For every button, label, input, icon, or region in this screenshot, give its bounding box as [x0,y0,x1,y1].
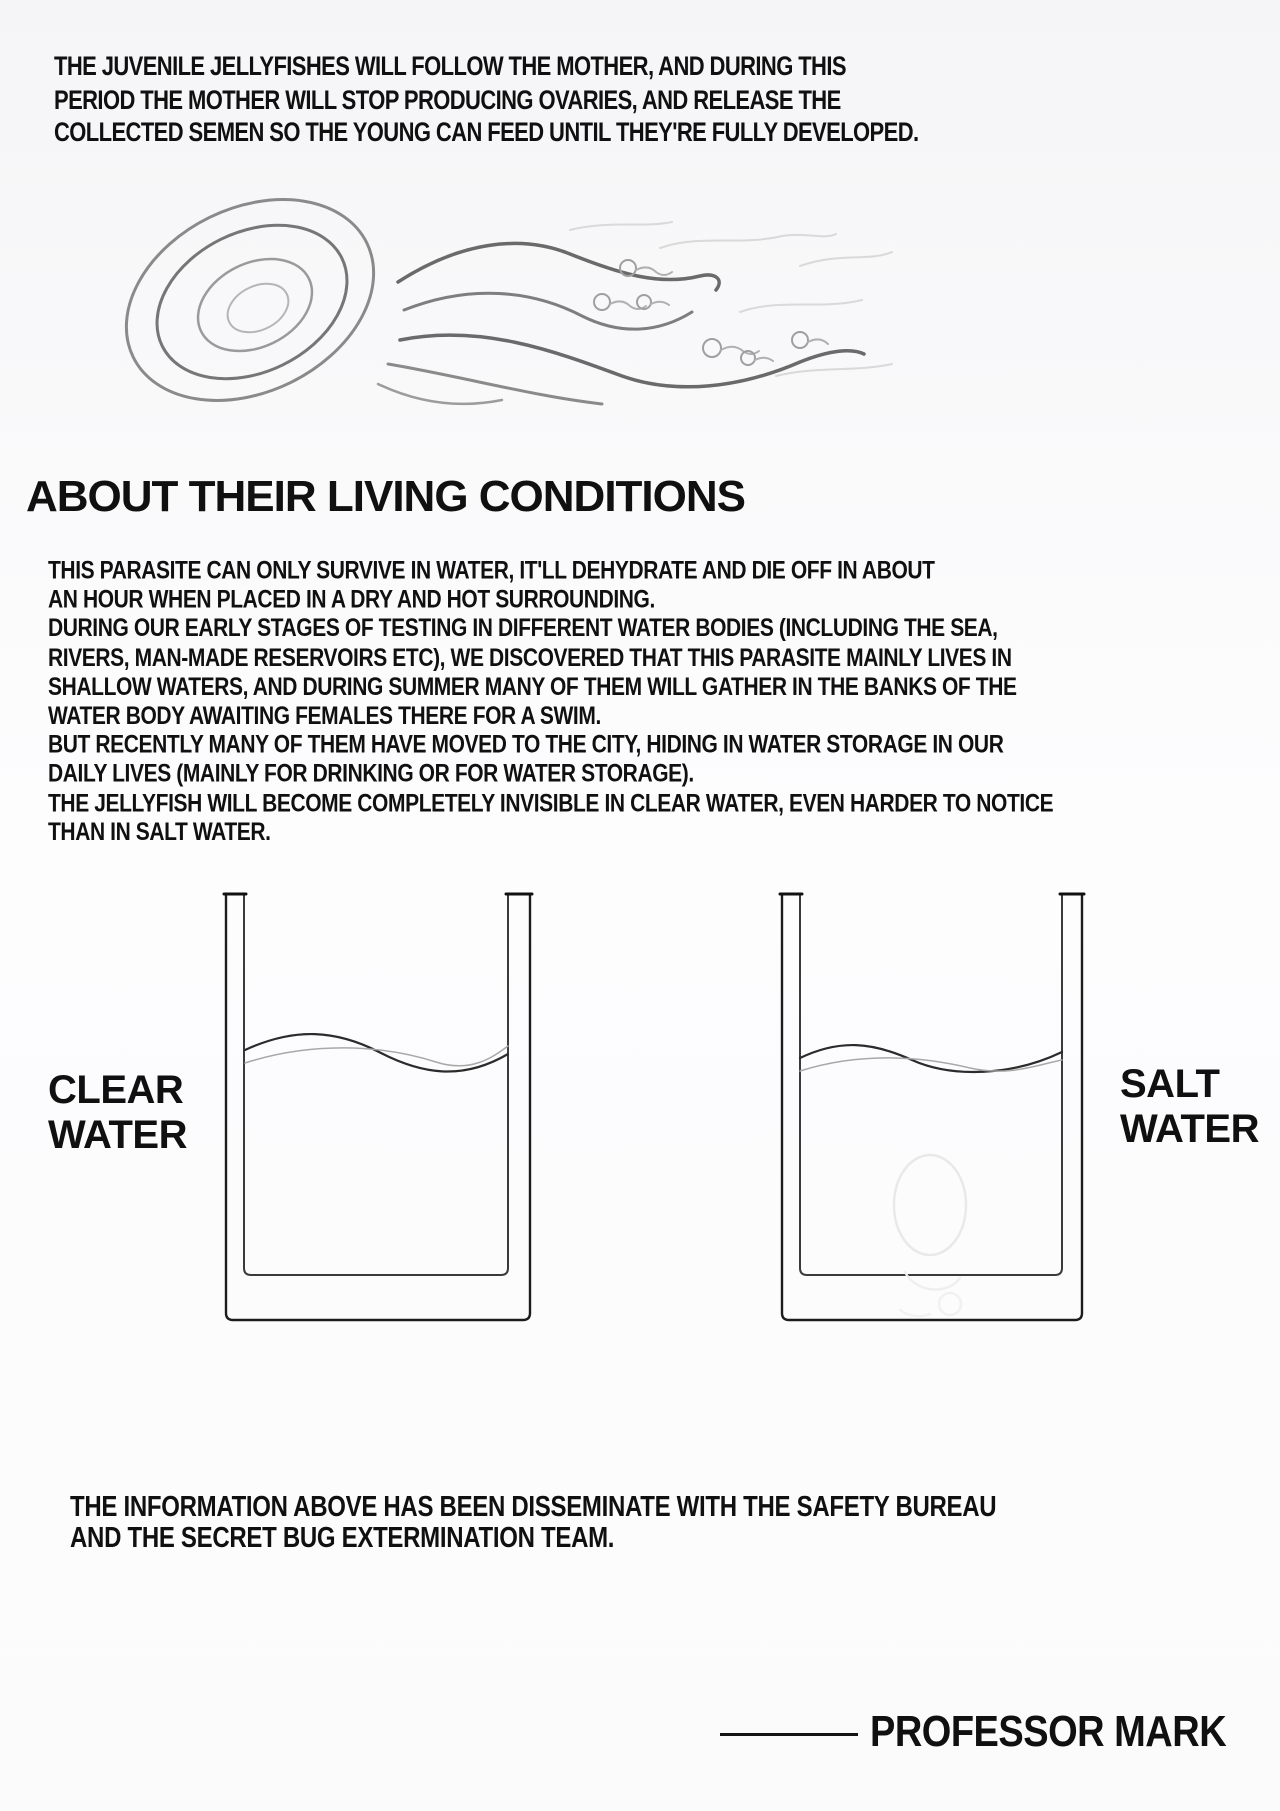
intro-line-1: THE JUVENILE JELLYFISHES WILL FOLLOW THE MOTHER, AND DURING THIS [54,51,846,82]
salt-water-line [800,1045,1062,1072]
footer-line-1: THE INFORMATION ABOVE HAS BEEN DISSEMINATE WITH THE SAFETY BUREAU [70,1490,997,1524]
intro-line-2: PERIOD THE MOTHER WILL STOP PRODUCING OVARIES, AND RELEASE THE [54,84,841,115]
mother-jellyfish-illustration [100,190,900,410]
salt-water-beaker [780,894,1084,1320]
body-line-10: THAN IN SALT WATER. [48,818,271,846]
faint-jellyfish-outline-icon [894,1155,966,1316]
body-line-7: BUT RECENTLY MANY OF THEM HAVE MOVED TO THE CITY, HIDING IN WATER STORAGE IN OUR [48,731,1004,759]
salt-water-label [1120,1062,1259,1152]
body-line-4: RIVERS, MAN-MADE RESERVOIRS ETC), WE DISCOVERED THAT THIS PARASITE MAINLY LIVES IN [48,644,1012,672]
clear-water-beaker [224,894,532,1320]
body-line-5: SHALLOW WATERS, AND DURING SUMMER MANY OF THEM WILL GATHER IN THE BANKS OF THE [48,673,1017,701]
body-paragraph [48,557,1053,847]
salt-water-label-line-1: SALT [1120,1062,1220,1106]
signature-name: PROFESSOR MARK [870,1708,1227,1757]
signature-rule [720,1733,858,1736]
body-line-6: WATER BODY AWAITING FEMALES THERE FOR A SWIM. [48,702,601,730]
body-line-3: DURING OUR EARLY STAGES OF TESTING IN DIFFERENT WATER BODIES (INCLUDING THE SEA, [48,615,998,643]
section-heading: ABOUT THEIR LIVING CONDITIONS [26,472,745,521]
clear-water-label-line-1: CLEAR [48,1068,184,1112]
clear-water-label-line-2: WATER [48,1113,187,1157]
body-line-2: AN HOUR WHEN PLACED IN A DRY AND HOT SURROUNDING. [48,586,655,614]
body-line-8: DAILY LIVES (MAINLY FOR DRINKING OR FOR WATER STORAGE). [48,760,694,788]
footer-note [70,1492,996,1554]
salt-water-label-line-2: WATER [1120,1107,1259,1151]
body-line-1: THIS PARASITE CAN ONLY SURVIVE IN WATER, IT'LL DEHYDRATE AND DIE OFF IN ABOUT [48,557,935,585]
intro-line-3: COLLECTED SEMEN SO THE YOUNG CAN FEED UNTIL THEY'RE FULLY DEVELOPED. [54,117,919,148]
clear-water-label [48,1068,187,1158]
body-line-9: THE JELLYFISH WILL BECOME COMPLETELY INVISIBLE IN CLEAR WATER, EVEN HARDER TO NOTICE [48,789,1054,817]
footer-line-2: AND THE SECRET BUG EXTERMINATION TEAM. [70,1521,615,1555]
intro-paragraph [54,50,919,149]
beaker-comparison-diagram [0,880,1280,1350]
